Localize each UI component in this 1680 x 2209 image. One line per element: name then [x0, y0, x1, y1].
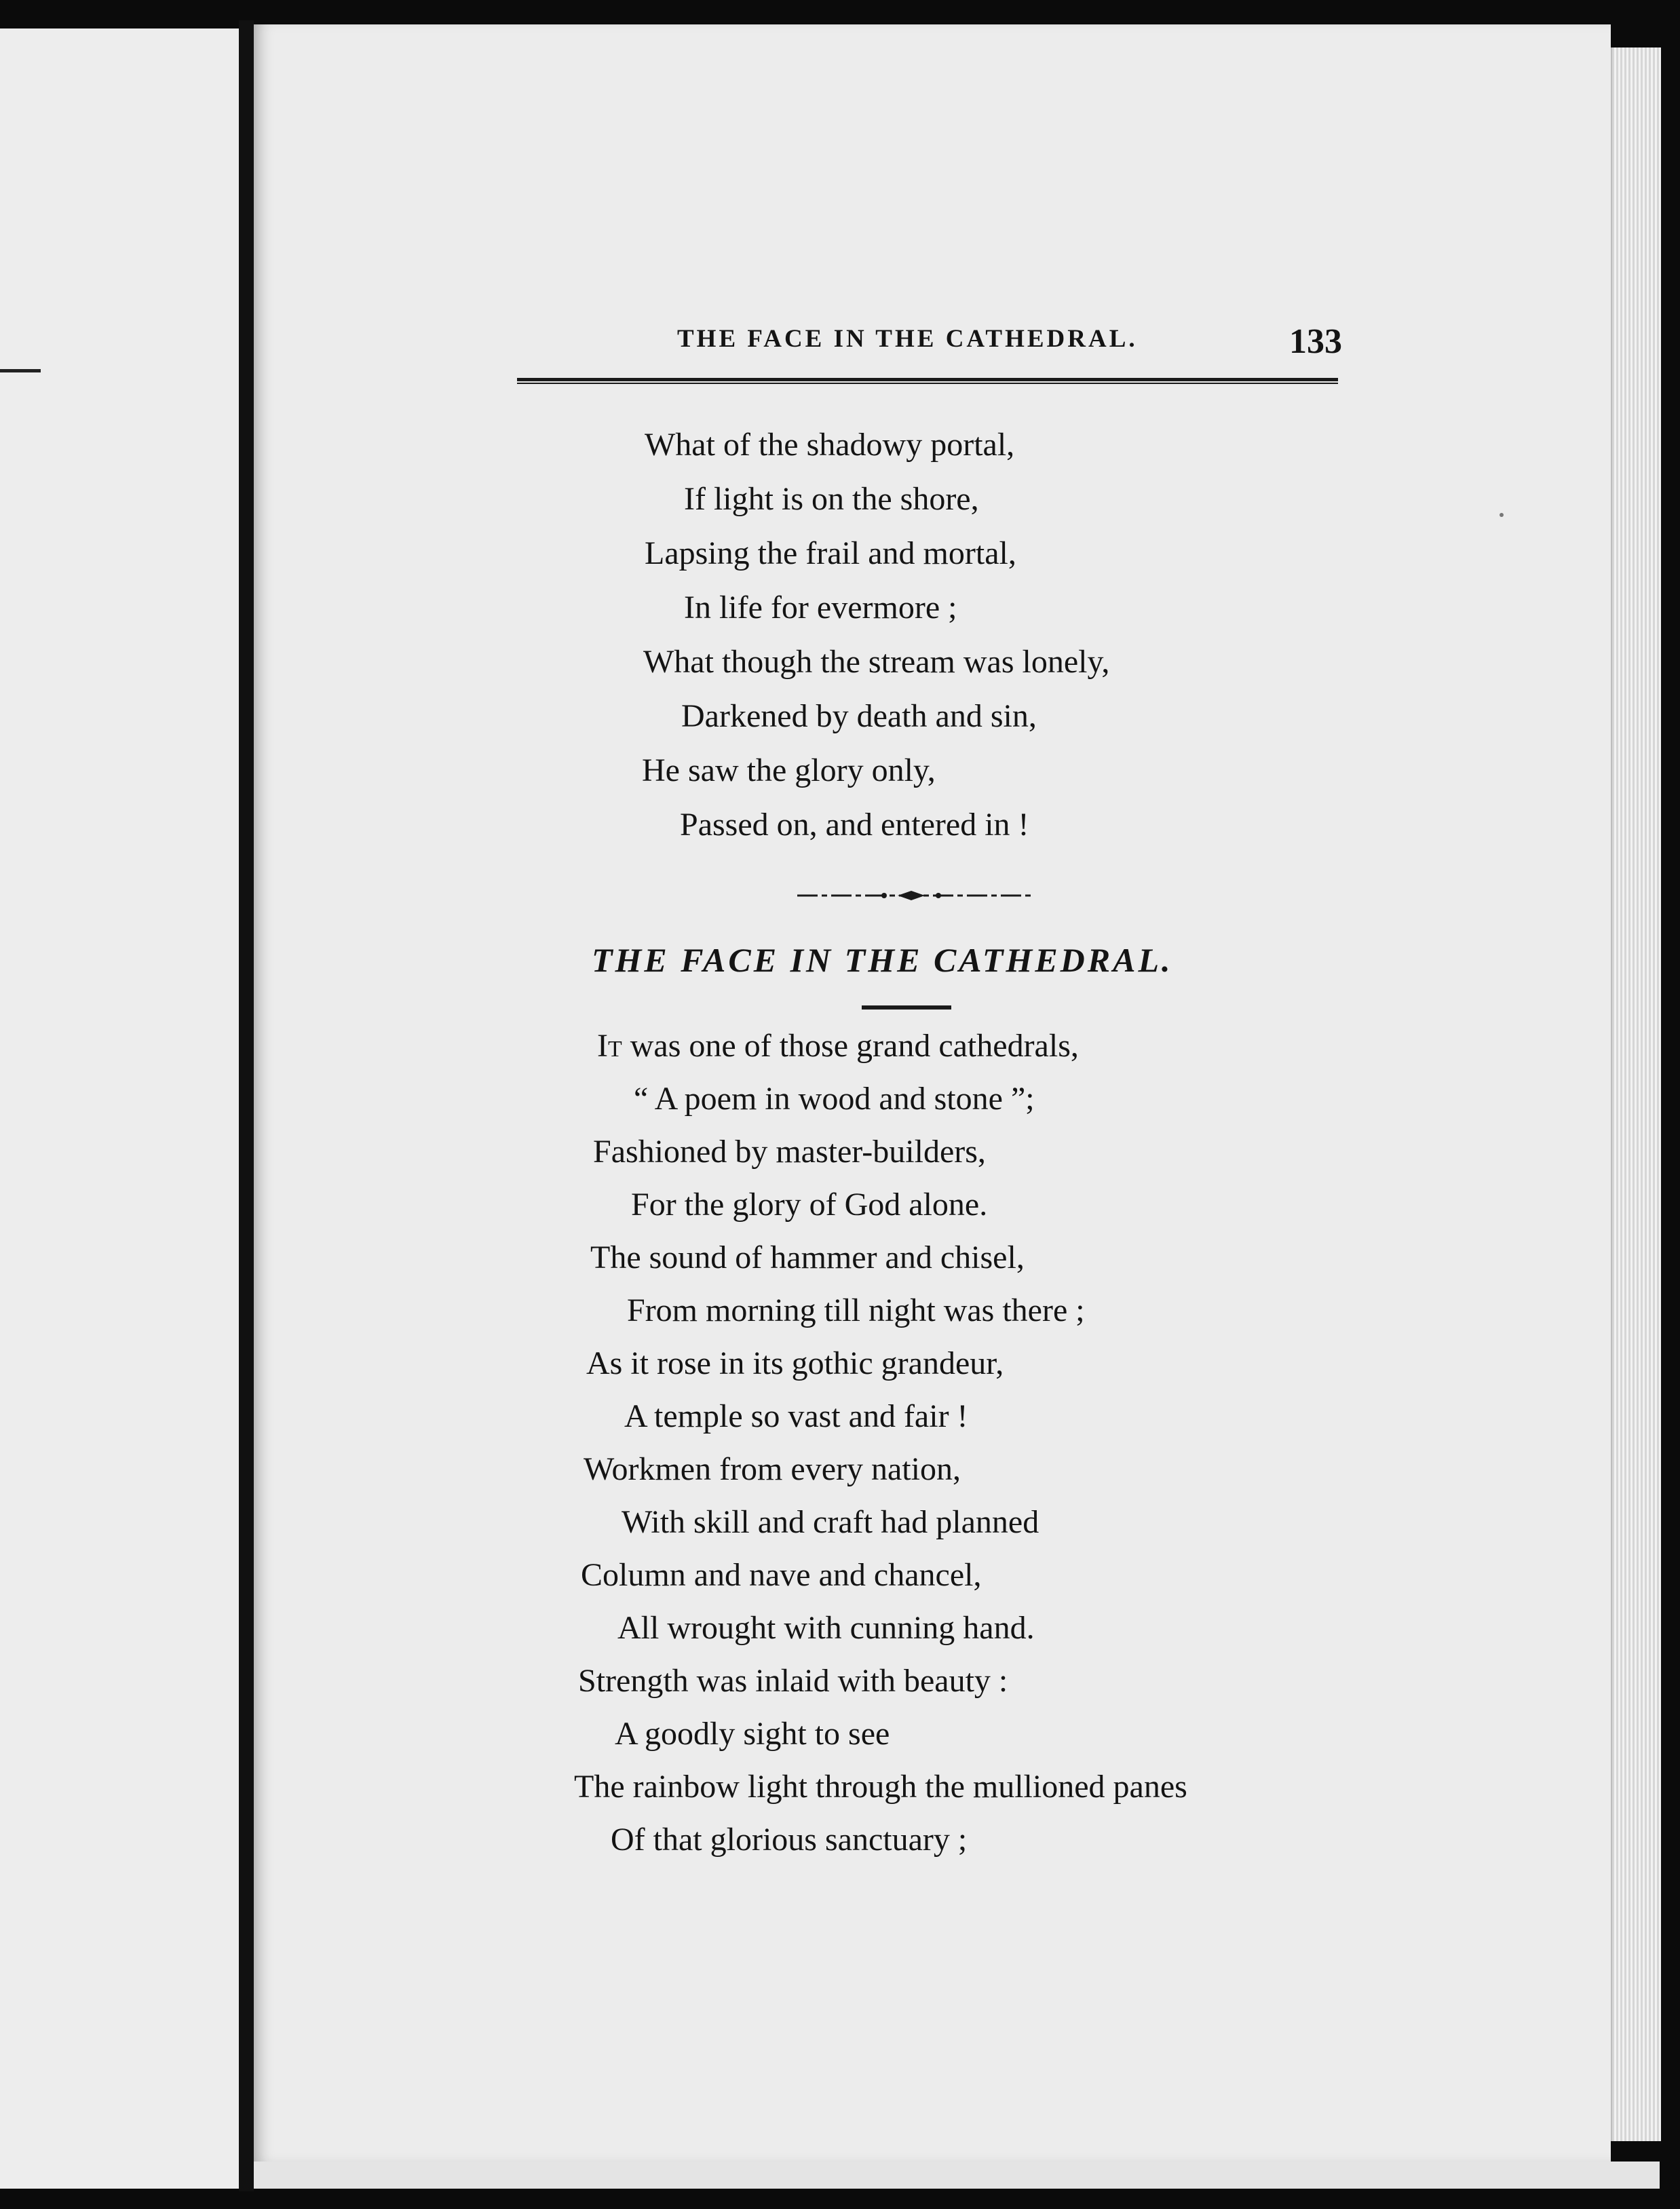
page-block-edges	[1611, 47, 1661, 2141]
page-bottom-edge	[254, 2162, 1660, 2189]
poem-line: Of that glorious sanctuary ;	[611, 1822, 968, 1858]
poem-title: THE FACE IN THE CATHEDRAL.	[592, 941, 1173, 979]
poem-line: With skill and craft had planned	[622, 1504, 1039, 1540]
poem-line: As it rose in its gothic grandeur,	[586, 1345, 1004, 1381]
poem-line: In life for evermore ;	[684, 590, 957, 626]
poem-line: Fashioned by master-builders,	[593, 1134, 986, 1170]
poem-line: A temple so vast and fair !	[624, 1398, 968, 1434]
poem-line: Passed on, and entered in !	[680, 807, 1029, 843]
left-page-rule	[0, 369, 41, 372]
ornament-divider	[797, 889, 1035, 902]
poem-line: What of the shadowy portal,	[645, 427, 1015, 463]
left-page	[0, 28, 239, 2189]
paper-speck	[1500, 513, 1504, 517]
title-rule	[862, 1005, 951, 1010]
poem-line: The sound of hammer and chisel,	[590, 1240, 1025, 1275]
poem-line: The rainbow light through the mullioned panes	[574, 1769, 1187, 1805]
poem-line: If light is on the shore,	[684, 481, 979, 517]
poem-line: What though the stream was lonely,	[643, 644, 1110, 680]
header-rule	[517, 378, 1338, 384]
first-line-rest: was one of those grand cathedrals,	[622, 1028, 1079, 1064]
book-gutter	[239, 20, 254, 2191]
poem-line: He saw the glory only,	[642, 752, 936, 788]
poem-line: Workmen from every nation,	[584, 1451, 961, 1487]
running-head: THE FACE IN THE CATHEDRAL.	[677, 325, 1138, 353]
poem-line: From morning till night was there ;	[627, 1292, 1085, 1328]
poem-line: Lapsing the frail and mortal,	[645, 535, 1016, 571]
initial-word: It	[597, 1028, 622, 1064]
poem-line: For the glory of God alone.	[631, 1187, 988, 1223]
poem-line: Strength was inlaid with beauty :	[578, 1663, 1008, 1699]
poem-line: All wrought with cunning hand.	[617, 1610, 1035, 1646]
poem-line: Darkened by death and sin,	[681, 698, 1037, 734]
page-number: 133	[1289, 322, 1342, 361]
poem-line: A goodly sight to see	[615, 1716, 890, 1752]
poem-line: Column and nave and chancel,	[581, 1557, 982, 1593]
poem-first-line	[597, 1030, 1079, 1062]
poem-line: “ A poem in wood and stone ”;	[634, 1081, 1035, 1117]
